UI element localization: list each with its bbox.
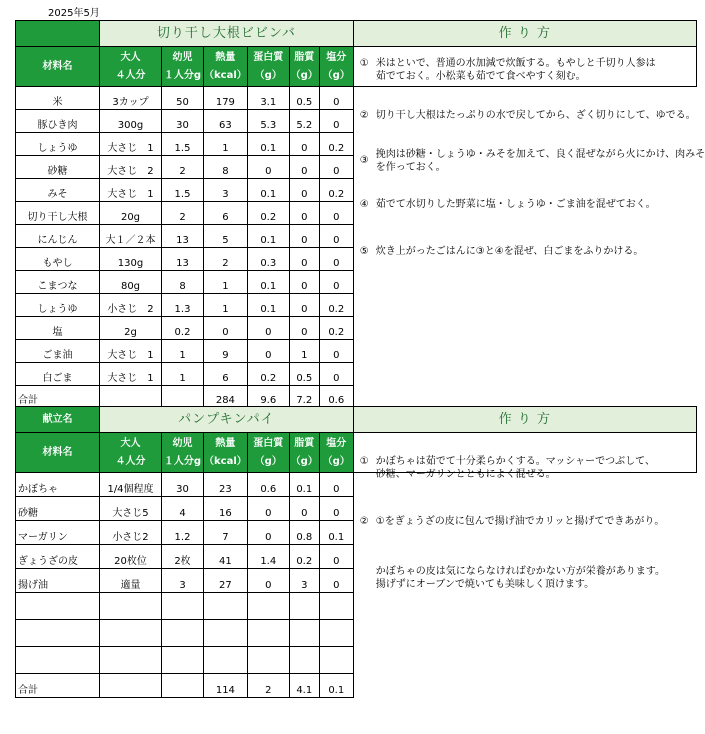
recipe1-child-cell: 0.2 [162,317,204,340]
recipe1-adult-header: 大人 ４人分 [100,47,162,87]
recipe2-protein-cell: 1.4 [247,545,289,569]
recipe1-fat-cell: 0 [289,179,319,202]
recipe1-child-cell: 1 [162,363,204,386]
recipe1-adult-cell: 80g [100,271,162,294]
recipe2-child-cell: 30 [162,473,204,497]
recipe1-protein-cell: 0 [247,317,289,340]
recipe1-name-cell: しょうゆ [16,133,100,156]
recipe1-name-cell: 切り干し大根 [16,202,100,225]
recipe2-table [15,406,697,698]
recipe2-protein-cell: 0 [247,569,289,593]
recipe1-name-cell: 米 [16,87,100,110]
recipe1-energy-header: 熱量 （kcal） [204,47,248,87]
recipe1-salt-cell: 0.2 [319,317,353,340]
recipe1-name-cell: にんじん [16,225,100,248]
recipe1-protein-cell: 0.1 [247,179,289,202]
recipe1-salt-cell: 0 [319,340,353,363]
recipe1-kcal-cell: 1 [204,133,248,156]
recipe2-empty-row [16,593,697,620]
recipe1-ingredient-row [16,340,697,363]
recipe2-fat-cell: 3 [289,569,319,593]
recipe1-fat-cell: 0.5 [289,87,319,110]
recipe1-adult-cell: 大さじ 1 [100,133,162,156]
recipe2-kcal-cell: 41 [204,545,248,569]
recipe1-kcal-cell: 6 [204,202,248,225]
recipe1-adult-cell: 130g [100,248,162,271]
recipe1-adult-cell: 大１／２本 [100,225,162,248]
recipe1-child-cell: 8 [162,271,204,294]
recipe1-protein-cell: 0.2 [247,202,289,225]
recipe1-fat-cell: 0 [289,202,319,225]
recipe1-name-cell: 砂糖 [16,156,100,179]
recipe1-salt-cell: 0 [319,363,353,386]
recipe1-protein-header: 蛋白質 （g） [247,47,289,87]
recipe2-adult-cell: 20枚位 [100,545,162,569]
recipe1-instructions: ① 米はといで、普通の水加減で炊飯する。もやしと千切り人参は 茹でておく。小松菜も茹でて食べやすく刻む。 ② 切り干し大根はたっぷりの水で戻してから、ざく切りにして、ゆでる。 ③ 挽肉は砂糖・しょうゆ・みそを加えて、良く混ぜながら火にかけ、肉みそ を作っておく。 ④ 茹でて水切りした野菜に塩・しょうゆ・ごま油を混ぜておく。 ⑤ 炊き上がったごはんに③と④を混ぜ、白ごまをふりかける。 [353,47,696,87]
recipe2-child-cell: 1.2 [162,521,204,545]
recipe1-title: 切り干し大根ビビンバ [100,21,354,47]
recipe2-child-cell: 4 [162,497,204,521]
recipe1-adult-cell: 大さじ 1 [100,363,162,386]
recipe1-fat-cell: 0 [289,271,319,294]
recipe1-child-header: 幼児 １人分g [162,47,204,87]
recipe1-adult-cell: 3カップ [100,87,162,110]
recipe2-method-header: 作 り 方 [353,407,696,433]
recipe2-adult-header: 大人 ４人分 [100,433,162,473]
recipe1-child-cell: 1.5 [162,179,204,202]
recipe2-salt-header: 塩分 （g） [319,433,353,473]
recipe2-empty-row [16,620,697,647]
recipe1-kcal-cell: 5 [204,225,248,248]
recipe1-total-protein: 9.6 [247,386,289,408]
recipe1-child-cell: 30 [162,110,204,133]
recipe2-empty-row [16,647,697,674]
recipe1-adult-cell: 300g [100,110,162,133]
recipe1-fat-cell: 5.2 [289,110,319,133]
recipe2-child-cell: 2枚 [162,545,204,569]
recipe1-name-cell: ごま油 [16,340,100,363]
recipe2-fat-cell: 0.8 [289,521,319,545]
recipe1-total-kcal: 284 [204,386,248,408]
recipe1-protein-cell: 0.1 [247,294,289,317]
recipe2-adult-cell: 1/4個程度 [100,473,162,497]
recipe2-protein-cell: 0.6 [247,473,289,497]
recipe2-salt-cell: 0 [319,497,353,521]
recipe2-total-protein: 2 [247,674,289,698]
recipe1-total-label: 合計 [16,386,100,408]
recipe1-total-salt: 0.6 [319,386,353,408]
recipe1-salt-cell: 0 [319,87,353,110]
recipe1-adult-cell: 大さじ 2 [100,156,162,179]
recipe2-kcal-cell: 23 [204,473,248,497]
recipe2-title: パンプキンパイ [100,407,354,433]
recipe2-kcal-cell: 16 [204,497,248,521]
recipe2-child-header: 幼児 １人分g [162,433,204,473]
recipe1-fat-header: 脂質 （g） [289,47,319,87]
recipe1-salt-cell: 0.2 [319,179,353,202]
recipe2-protein-cell: 0 [247,521,289,545]
recipe2-total-fat: 4.1 [289,674,319,698]
recipe1-name-cell: しょうゆ [16,294,100,317]
recipe1-name-cell: こまつな [16,271,100,294]
recipe2-name-cell: ぎょうざの皮 [16,545,100,569]
date-label: 2025年5月 [48,8,100,19]
recipe1-protein-cell: 0 [247,340,289,363]
recipe1-protein-cell: 5.3 [247,110,289,133]
recipe1-fat-cell: 1 [289,340,319,363]
recipe2-energy-header: 熱量 （kcal） [204,433,248,473]
recipe2-instructions: ① かぼちゃは茹でて十分柔らかくする。マッシャーでつぶして、 砂糖、マーガリンとともによく混ぜる。 ② ①をぎょうざの皮に包んで揚げ油でカリッと揚げてできあがり。 かぼちゃの皮は気にならなければむかない方が栄養があります。 揚げずにオーブンで焼いても美味しく頂けます。 [353,433,696,473]
recipe1-child-cell: 2 [162,202,204,225]
recipe1-child-cell: 1 [162,340,204,363]
recipe2-menu-header: 献立名 [16,407,100,433]
recipe2-note: かぼちゃの皮は気にならなければむかない方が栄養があります。 揚げずにオーブンで焼いても美味しく頂けます。 [375,566,665,590]
recipe1-salt-cell: 0.2 [319,133,353,156]
recipe2-kcal-cell: 7 [204,521,248,545]
recipe1-protein-cell: 3.1 [247,87,289,110]
recipe1-child-cell: 1.5 [162,133,204,156]
recipe1-method-header: 作 り 方 [353,21,696,47]
recipe1-adult-cell: 小さじ 2 [100,294,162,317]
recipe1-child-cell: 50 [162,87,204,110]
recipe1-kcal-cell: 0 [204,317,248,340]
recipe1-kcal-cell: 9 [204,340,248,363]
recipe1-protein-cell: 0.3 [247,248,289,271]
recipe1-salt-cell: 0 [319,248,353,271]
recipe2-adult-cell: 小さじ2 [100,521,162,545]
recipe1-name-cell: 豚ひき肉 [16,110,100,133]
recipe1-kcal-cell: 6 [204,363,248,386]
recipe1-adult-cell: 大さじ 1 [100,179,162,202]
recipe1-kcal-cell: 8 [204,156,248,179]
recipe2-name-cell: マーガリン [16,521,100,545]
recipe1-child-cell: 13 [162,248,204,271]
recipe2-total-label: 合計 [16,674,100,698]
recipe2-adult-cell: 大さじ5 [100,497,162,521]
recipe2-fat-cell: 0.2 [289,545,319,569]
recipe1-kcal-cell: 1 [204,294,248,317]
recipe1-name-cell: みそ [16,179,100,202]
recipe1-kcal-cell: 2 [204,248,248,271]
recipe2-salt-cell: 0 [319,545,353,569]
recipe1-salt-cell: 0.2 [319,294,353,317]
recipe1-child-cell: 2 [162,156,204,179]
recipe1-salt-header: 塩分 （g） [319,47,353,87]
recipe1-salt-cell: 0 [319,225,353,248]
recipe1-table [15,20,705,408]
recipe1-ingredient-row [16,363,697,386]
recipe1-kcal-cell: 1 [204,271,248,294]
recipe2-child-cell: 3 [162,569,204,593]
recipe1-adult-cell: 2g [100,317,162,340]
recipe1-name-cell: 塩 [16,317,100,340]
recipe1-protein-cell: 0.1 [247,225,289,248]
recipe1-salt-cell: 0 [319,202,353,225]
recipe2-name-cell: かぼちゃ [16,473,100,497]
recipe2-total-kcal: 114 [204,674,248,698]
recipe2-protein-cell: 0 [247,497,289,521]
recipe1-ingredient-row [16,317,697,340]
recipe1-protein-cell: 0.2 [247,363,289,386]
recipe1-fat-cell: 0 [289,156,319,179]
recipe1-adult-cell: 大さじ 1 [100,340,162,363]
recipe2-fat-cell: 0.1 [289,473,319,497]
recipe2-name-cell: 揚げ油 [16,569,100,593]
recipe1-fat-cell: 0 [289,225,319,248]
recipe1-kcal-cell: 179 [204,87,248,110]
recipe1-salt-cell: 0 [319,156,353,179]
recipe1-kcal-cell: 3 [204,179,248,202]
recipe1-material-header: 材料名 [16,47,100,87]
recipe2-total-salt: 0.1 [319,674,353,698]
recipe1-ingredient-row [16,271,697,294]
recipe1-kcal-cell: 63 [204,110,248,133]
recipe1-fat-cell: 0 [289,133,319,156]
recipe1-salt-cell: 0 [319,271,353,294]
recipe2-total-row [16,674,697,698]
recipe2-protein-header: 蛋白質 （g） [247,433,289,473]
recipe1-total-fat: 7.2 [289,386,319,408]
recipe1-child-cell: 1.3 [162,294,204,317]
recipe1-ingredient-row [16,87,697,110]
recipe1-child-cell: 13 [162,225,204,248]
recipe1-salt-cell: 0 [319,110,353,133]
recipe1-ingredient-row [16,294,697,317]
recipe2-fat-header: 脂質 （g） [289,433,319,473]
recipe1-fat-cell: 0 [289,248,319,271]
recipe2-material-header: 材料名 [16,433,100,473]
recipe2-fat-cell: 0 [289,497,319,521]
recipe2-salt-cell: 0 [319,473,353,497]
recipe2-salt-cell: 0.1 [319,521,353,545]
recipe2-kcal-cell: 27 [204,569,248,593]
recipe1-protein-cell: 0.1 [247,133,289,156]
recipe2-salt-cell: 0 [319,569,353,593]
recipe1-fat-cell: 0 [289,294,319,317]
recipe1-adult-cell: 20g [100,202,162,225]
recipe1-name-cell: 白ごま [16,363,100,386]
recipe1-name-cell: もやし [16,248,100,271]
recipe1-protein-cell: 0 [247,156,289,179]
recipe1-corner [16,21,100,47]
recipe1-protein-cell: 0.1 [247,271,289,294]
recipe2-adult-cell: 適量 [100,569,162,593]
recipe1-fat-cell: 0.5 [289,363,319,386]
recipe2-name-cell: 砂糖 [16,497,100,521]
recipe1-total-row [16,386,697,408]
recipe1-fat-cell: 0 [289,317,319,340]
